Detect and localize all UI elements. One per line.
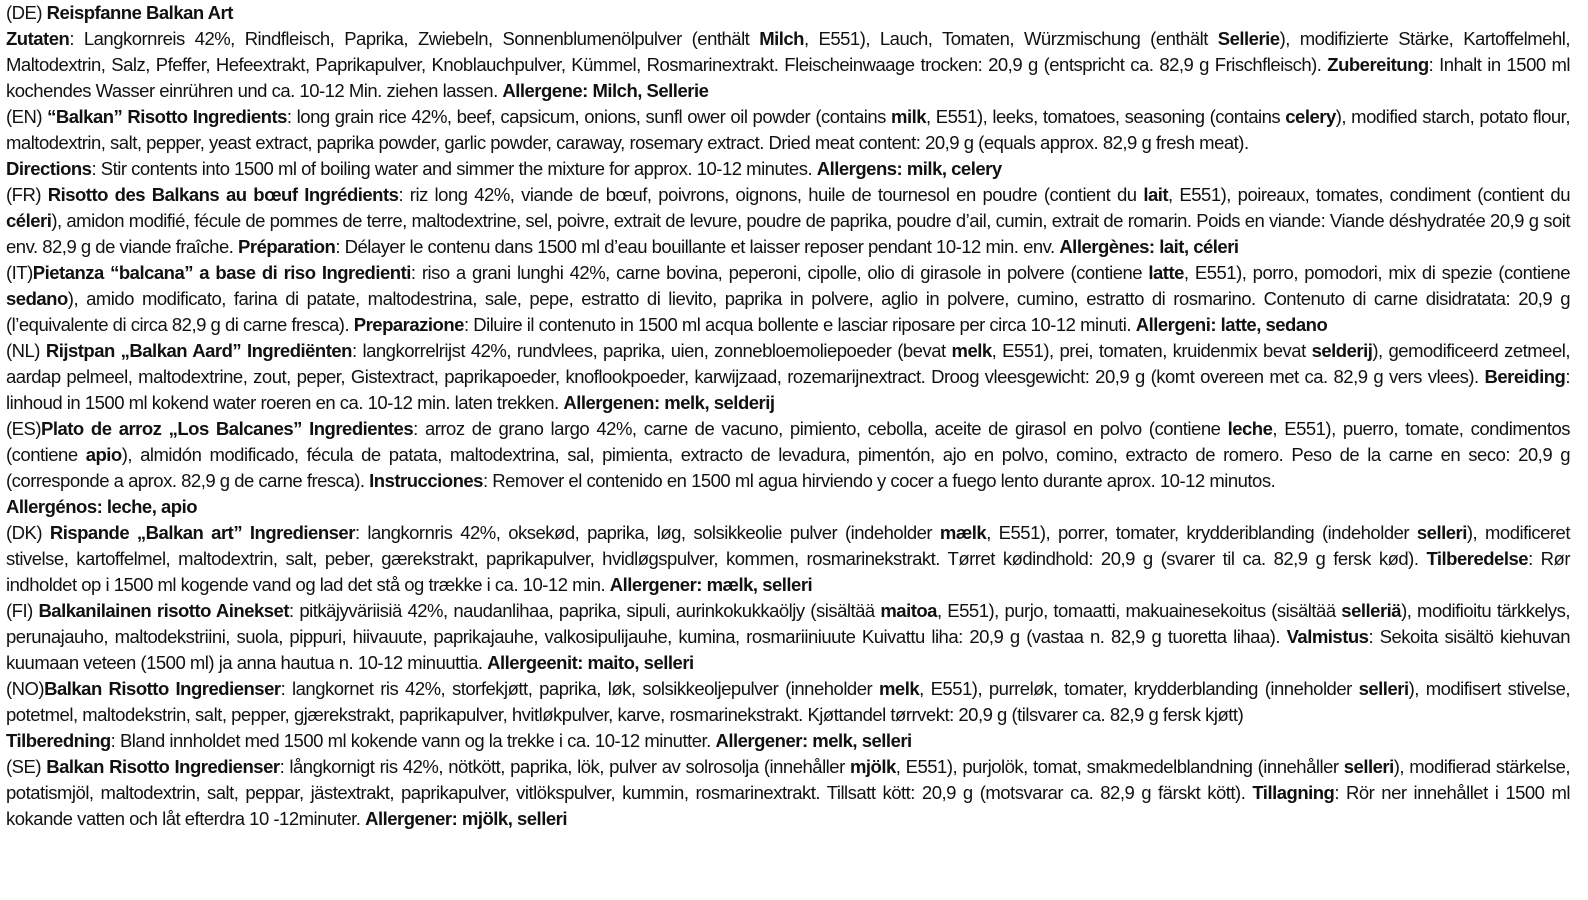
text-run: ), amidon modifié, fécule de pommes de terre, maltodextrine, sel, poivre, extrait de levure, poudre de paprika, poudre d’ail, cumin, extrait de romarin. Poids en viande: Viande déshydratée 20,9 g soit env. 82,9 g de viande fraîche. <box>6 210 1570 257</box>
text-run: , E551), porro, pomodori, mix di spezie (contiene <box>1183 262 1570 283</box>
bold-term: selleriä <box>1341 600 1402 621</box>
bold-term: Valmistus <box>1286 626 1369 647</box>
bold-term: selderij <box>1311 340 1373 361</box>
bold-term: Rijstpan „Balkan Aard” Ingrediënten <box>45 340 352 361</box>
bold-term: Milch <box>759 28 804 49</box>
section-dk <box>6 520 1570 598</box>
bold-term: Allergeni: latte, sedano <box>1135 314 1328 335</box>
text-run: (EN) <box>6 106 48 127</box>
text-run: ), modificeret stivelse, kartoffelmel, maltodextrin, salt, peber, gærekstrakt, paprikapulver, hvidløgspulver, kommen, rosmarinekstrakt. Tørret kødindhold: 20,9 g (svarer til ca. 82,9 g fersk kød). <box>6 522 1570 569</box>
bold-term: Allergene: Milch, Sellerie <box>502 80 709 101</box>
text-run: ), modifizierte Stärke, Kartoffelmehl, Maltodextrin, Salz, Pfeffer, Hefeextrakt, Paprikapulver, Knoblauchpulver, Kümmel, Rosmarinextrakt. Fleischeinwaage trocken: 20,9 g (entspricht ca. 82,9 g Frischfleisch). <box>6 28 1571 75</box>
bold-term: Bereiding <box>1484 366 1566 387</box>
bold-term: Balkan Risotto Ingredienser <box>46 756 280 777</box>
text-run: (ES) <box>6 418 41 439</box>
text-run: (DK) <box>6 522 50 543</box>
bold-term: Plato de arroz „Los Balcanes” Ingredientes <box>41 418 414 439</box>
bold-term: céleri <box>6 210 52 231</box>
text-run: , E551), leeks, tomatoes, seasoning (contains <box>926 106 1286 127</box>
bold-term: Rispande „Balkan art” Ingredienser <box>49 522 355 543</box>
text-run: , E551), Lauch, Tomaten, Würzmischung (enthält <box>803 28 1218 49</box>
bold-term: Preparazione <box>353 314 464 335</box>
section-nl <box>6 338 1570 416</box>
bold-term: latte <box>1148 262 1184 283</box>
text-run: ), almidón modificado, fécula de patata, maltodextrina, sal, pimienta, extracto de levadura, pimentón, ajo en polvo, comino, extracto de romero. Peso de la carne en seco: 20,9 g (corresponde a aprox. 82,9 g de carne fresca). <box>6 444 1570 491</box>
text-run: : Sekoita sisältö kiehuvan kuumaan veteen (1500 ml) ja anna hautua n. 10-12 minuuttia. <box>6 626 1570 673</box>
text-run: , E551), poireaux, tomates, condiment (contient du <box>1168 184 1571 205</box>
text-run: , E551), purreløk, tomater, krydderblanding (inneholder <box>919 678 1359 699</box>
text-run: : Stir contents into 1500 ml of boiling water and simmer the mixture for approx. 10-12 minutes. <box>91 158 817 179</box>
section-fr <box>6 182 1570 260</box>
bold-term: apio <box>85 444 122 465</box>
text-run: : Rør indholdet op i 1500 ml kogende vand og lad det stå og trække i ca. 10-12 min. <box>6 548 1570 595</box>
bold-term: Directions <box>6 158 92 179</box>
text-run: : linhoud in 1500 ml kokend water roeren en ca. 10-12 min. laten trekken. <box>6 366 1570 413</box>
section-it <box>6 260 1570 338</box>
bold-term: Reispfanne Balkan Art <box>46 2 233 23</box>
text-run: : långkornigt ris 42%, nötkött, paprika, lök, pulver av solrosolja (innehåller <box>279 756 850 777</box>
section-de <box>6 0 1570 104</box>
bold-term: Allergénos: leche, apio <box>6 496 198 517</box>
text-run: : Bland innholdet med 1500 ml kokende vann og la trekke i ca. 10-12 minutter. <box>110 730 716 751</box>
text-run: , E551), purjo, tomaatti, makuainesekoitus (sisältää <box>936 600 1342 621</box>
bold-term: Allergeenit: maito, selleri <box>487 652 694 673</box>
text-run: ), modified starch, potato flour, maltodextrin, salt, pepper, yeast extract, paprika powder, garlic powder, caraway, rosemary extract. Dried meat content: 20,9 g (equals approx. 82,9 g fresh meat). <box>6 106 1570 153</box>
bold-term: celery <box>1285 106 1336 127</box>
bold-term: Zubereitung <box>1327 54 1429 75</box>
bold-term: Allergènes: lait, céleri <box>1059 236 1239 257</box>
bold-term: Allergener: mælk, selleri <box>609 574 813 595</box>
bold-term: Tilberedelse <box>1426 548 1529 569</box>
bold-term: selleri <box>1343 756 1394 777</box>
text-run: (FR) <box>6 184 48 205</box>
text-run: : long grain rice 42%, beef, capsicum, onions, sunfl ower oil powder (contains <box>286 106 891 127</box>
bold-term: Balkan Risotto Ingredienser <box>44 678 281 699</box>
bold-term: Sellerie <box>1217 28 1280 49</box>
bold-term: maitoa <box>880 600 937 621</box>
text-run: (IT) <box>6 262 33 283</box>
text-run: : riso a grani lunghi 42%, carne bovina, peperoni, cipolle, olio di girasole in polvere (contiene <box>410 262 1149 283</box>
text-run: : Délayer le contenu dans 1500 ml d’eau bouillante et laisser reposer pendant 10-12 min. env. <box>335 236 1060 257</box>
text-run: (FI) <box>6 600 39 621</box>
text-run: (NL) <box>6 340 46 361</box>
bold-term: Tilberedning <box>6 730 111 751</box>
bold-term: Allergens: milk, celery <box>816 158 1002 179</box>
bold-term: Zutaten <box>6 28 70 49</box>
text-run: : riz long 42%, viande de bœuf, poivrons, oignons, huile de tournesol en poudre (contient du <box>398 184 1144 205</box>
text-run: , E551), purjolök, tomat, smakmedelblandning (innehåller <box>895 756 1344 777</box>
bold-term: selleri <box>1358 678 1409 699</box>
bold-term: Préparation <box>238 236 336 257</box>
bold-term: Balkanilainen risotto Ainekset <box>38 600 290 621</box>
text-run: (SE) <box>6 756 47 777</box>
bold-term: mjölk <box>849 756 896 777</box>
text-run: : pitkäjyväriisiä 42%, naudanlihaa, paprika, sipuli, aurinkokukkaöljy (sisältää <box>289 600 881 621</box>
bold-term: lait <box>1143 184 1169 205</box>
bold-term: “Balkan” Risotto Ingredients <box>47 106 287 127</box>
bold-term: Pietanza “balcana” a base di riso Ingredienti <box>32 262 411 283</box>
section-en <box>6 104 1570 182</box>
bold-term: sedano <box>6 288 68 309</box>
text-run: ), modifisert stivelse, potetmel, maltodekstrin, salt, pepper, gjærekstrakt, paprikapulver, hvitløkpulver, karve, rosmarinekstrakt. Kjøttandel tørrvekt: 20,9 g (tilsvarer ca. 82,9 g fersk kjøtt) <box>6 678 1570 725</box>
text-run: : langkornris 42%, oksekød, paprika, løg, solsikkeolie pulver (indeholder <box>354 522 940 543</box>
section-es <box>6 416 1570 520</box>
section-fi <box>6 598 1570 676</box>
bold-term: Allergener: mjölk, selleri <box>365 808 567 829</box>
bold-term: milk <box>891 106 927 127</box>
text-run: ), modifioitu tärkkelys, perunajauho, maltodekstriini, suola, pippuri, hiivauute, paprikajauhe, valkosipulijauhe, kumina, rosmariiniuute Kuivattu liha: 20,9 g (vastaa n. 82,9 g tuoretta lihaa). <box>6 600 1571 647</box>
section-no <box>6 676 1570 754</box>
bold-term: Allergener: melk, selleri <box>715 730 912 751</box>
bold-term: melk <box>878 678 920 699</box>
bold-term: Risotto des Balkans au bœuf Ingrédients <box>47 184 399 205</box>
text-run: ), modifierad stärkelse, potatismjöl, maltodextrin, salt, peppar, jästextrakt, paprikapulver, vitlökspulver, kummin, rosmarinextrakt. Tillsatt kött: 20,9 g (motsvarar ca. 82,9 g färskt kött). <box>6 756 1571 803</box>
bold-term: Allergenen: melk, selderij <box>563 392 775 413</box>
text-run: , E551), puerro, tomate, condimentos (contiene <box>6 418 1570 465</box>
text-run: : Diluire il contenuto in 1500 ml acqua bollente e lasciar riposare per circa 10-12 minuti. <box>463 314 1136 335</box>
section-se <box>6 754 1570 832</box>
text-run: (NO) <box>6 678 45 699</box>
bold-term: leche <box>1227 418 1273 439</box>
bold-term: selleri <box>1416 522 1467 543</box>
text-run: ), amido modificato, farina di patate, maltodestrina, sale, pepe, estratto di lievito, paprika in polvere, aglio in polvere, cumino, estratto di rosmarino. Contenuto di carne disidratata: 20,9 g (l’equivalente di circa 82,9 g di carne fresca). <box>6 288 1570 335</box>
text-run: , E551), porrer, tomater, krydderiblanding (indeholder <box>986 522 1417 543</box>
bold-term: mælk <box>939 522 987 543</box>
text-run: ), gemodificeerd zetmeel, aardap pelmeel, maltodextrine, zout, peper, Gistextract, paprikapoeder, knoflookpoeder, karwijzaad, rozemarijnextract. Droog vleesgewicht: 20,9 g (komt overeen met ca. 82,9 g vers vlees). <box>6 340 1570 387</box>
text-run: : Remover el contenido en 1500 ml agua hirviendo y cocer a fuego lento durante aprox. 10-12 minutos. <box>482 470 1276 491</box>
text-run: : Langkornreis 42%, Rindfleisch, Paprika, Zwiebeln, Sonnenblumenölpulver (enthält <box>69 28 760 49</box>
text-run: : Inhalt in 1500 ml kochendes Wasser einrühren und ca. 10-12 Min. ziehen lassen. <box>6 54 1571 101</box>
text-run: : arroz de grano largo 42%, carne de vacuno, pimiento, cebolla, aceite de girasol en polvo (contiene <box>413 418 1228 439</box>
text-run: (DE) <box>6 2 47 23</box>
text-run: : Rör ner innehållet i 1500 ml kokande vatten och låt efterdra 10 -12minuter. <box>6 782 1570 829</box>
text-run: : langkorrelrijst 42%, rundvlees, paprika, uien, zonnebloemoliepoeder (bevat <box>352 340 952 361</box>
bold-term: Instrucciones <box>369 470 483 491</box>
bold-term: melk <box>951 340 992 361</box>
text-run: , E551), prei, tomaten, kruidenmix bevat <box>991 340 1312 361</box>
text-run: : langkornet ris 42%, storfekjøtt, paprika, løk, solsikkeoljepulver (inneholder <box>280 678 879 699</box>
bold-term: Tillagning <box>1252 782 1335 803</box>
